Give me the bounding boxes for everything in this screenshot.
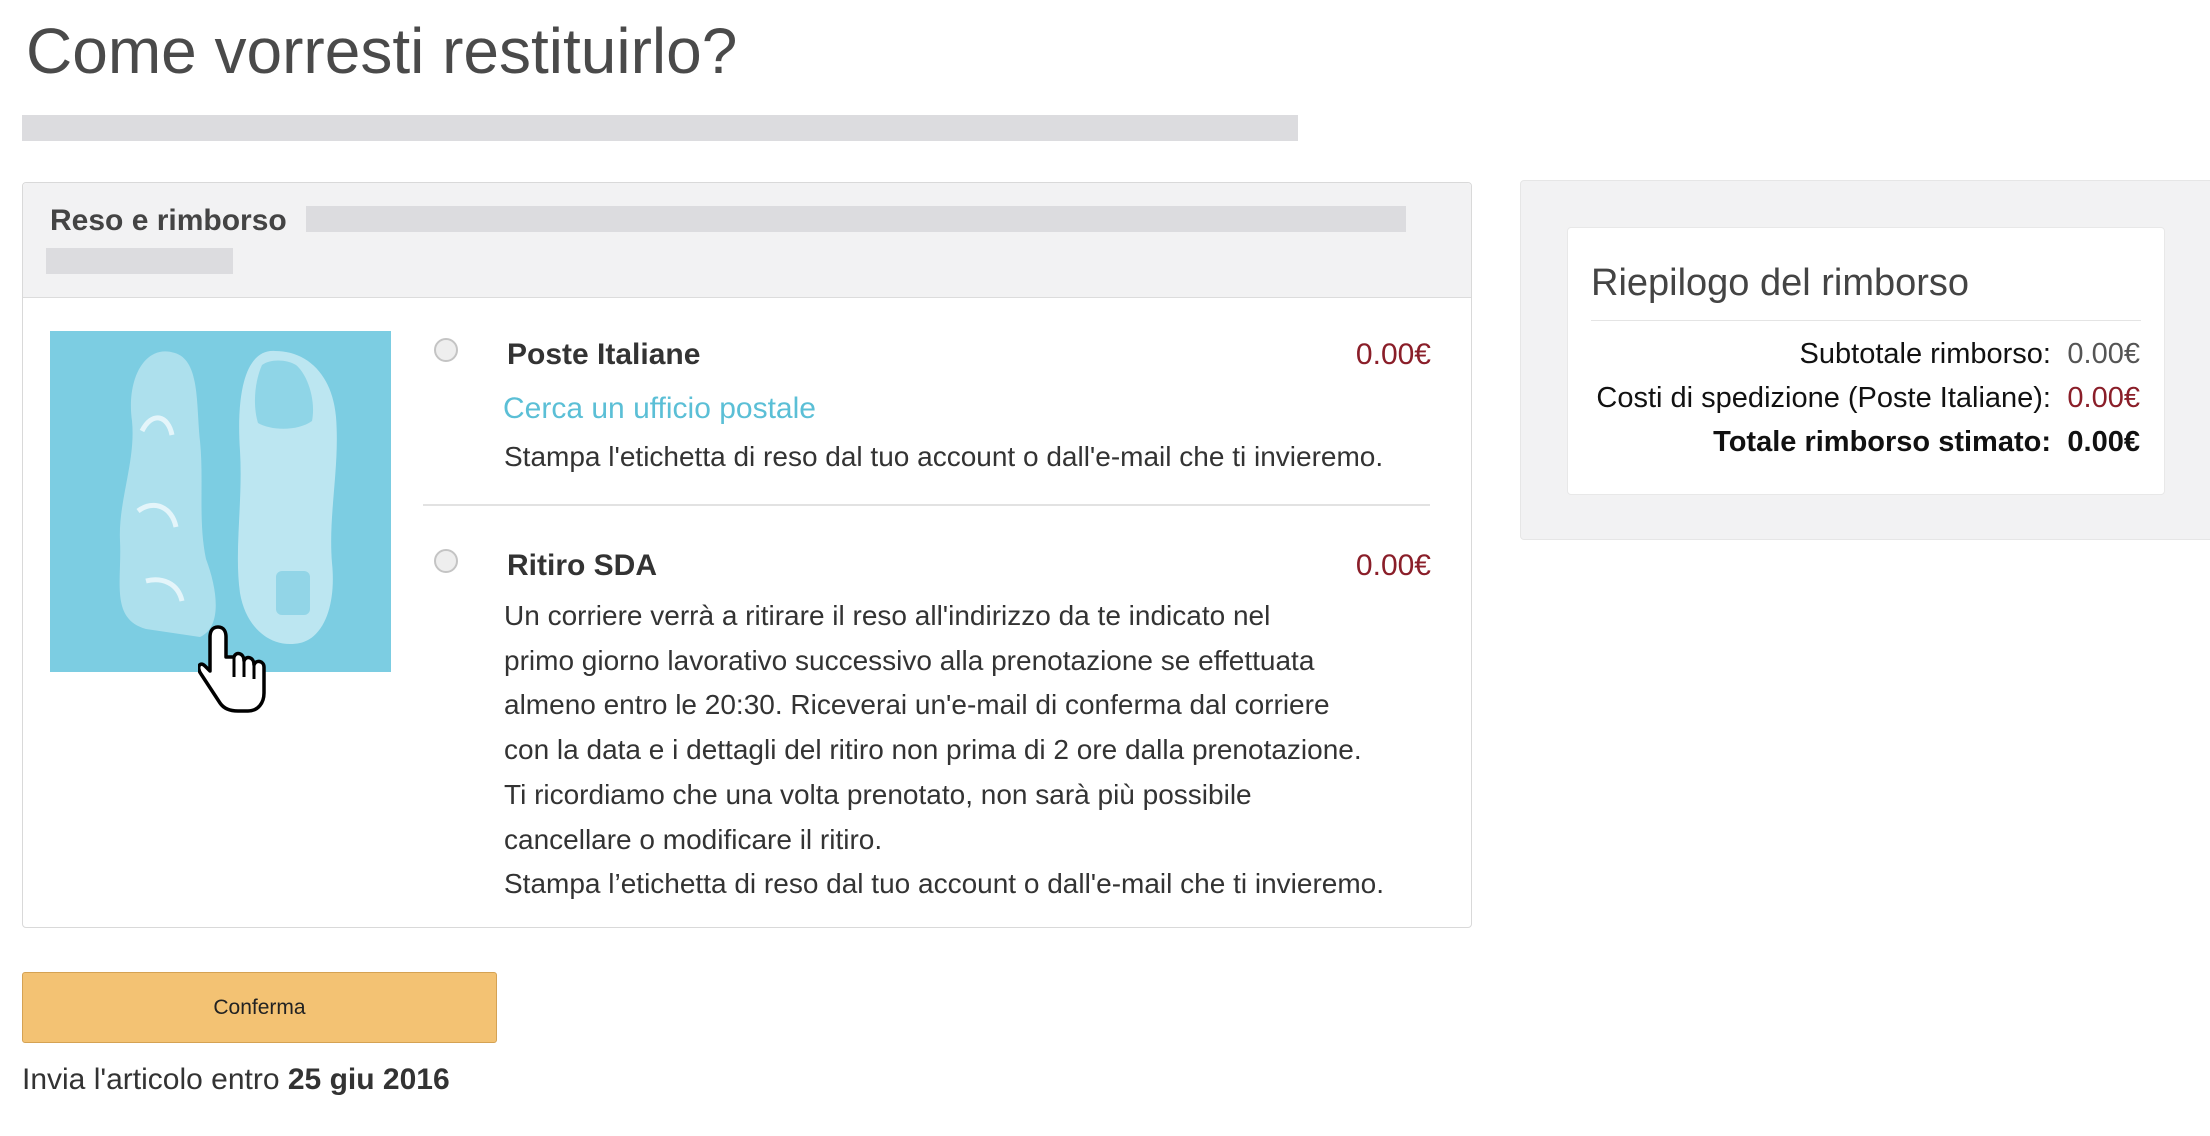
description-line: Stampa l’etichetta di reso dal tuo account o dall'e-mail che ti invieremo. xyxy=(504,868,1385,900)
option-price-poste-italiane: 0.00€ xyxy=(1355,338,1431,371)
radio-ritiro-sda[interactable] xyxy=(434,549,458,573)
ship-by-date: 25 giu 2016 xyxy=(287,1063,450,1096)
ship-by-notice xyxy=(22,1063,450,1097)
return-box-header xyxy=(23,183,1471,298)
option-description-poste-italiane xyxy=(504,435,1383,480)
description-line: Un corriere verrà a ritirare il reso all'indirizzo da te indicato nel xyxy=(504,600,1271,631)
summary-label: Costi di spedizione (Poste Italiane): xyxy=(1596,382,2051,414)
summary-row-subtotal xyxy=(1568,338,2140,378)
refund-summary-card xyxy=(1567,227,2165,495)
description-line: Stampa l'etichetta di reso dal tuo account o dall'e-mail che ti invieremo. xyxy=(504,441,1384,472)
return-box-title: Reso e rimborso xyxy=(50,204,287,237)
summary-value: 0.00€ xyxy=(2067,426,2140,458)
option-name-ritiro-sda: Ritiro SDA xyxy=(507,549,657,582)
ship-by-prefix: Invia l'articolo entro xyxy=(22,1063,280,1096)
description-line: con la data e i dettagli del ritiro non prima di 2 ore dalla prenotazione. xyxy=(504,734,1362,766)
shoes-image xyxy=(50,331,391,672)
summary-label: Subtotale rimborso: xyxy=(1799,338,2051,370)
description-line: Ti ricordiamo che una volta prenotato, non sarà più possibile xyxy=(504,778,1252,810)
description-line: almeno entro le 20:30. Riceverai un'e-mail di conferma dal corriere xyxy=(504,689,1330,721)
summary-row-shipping xyxy=(1568,382,2140,422)
product-image xyxy=(50,331,391,672)
description-line: primo giorno lavorativo successivo alla prenotazione se effettuata xyxy=(504,644,1315,676)
summary-value: 0.00€ xyxy=(2067,338,2140,370)
summary-value: 0.00€ xyxy=(2067,382,2140,414)
redacted-text-bar xyxy=(22,115,1298,141)
refund-summary-panel xyxy=(1520,180,2210,540)
option-description-ritiro-sda xyxy=(504,594,1384,907)
page-title: Come vorresti restituirlo? xyxy=(26,15,738,87)
redacted-text-bar xyxy=(306,206,1406,232)
option-divider xyxy=(423,504,1430,506)
find-post-office-link[interactable]: Cerca un ufficio postale xyxy=(503,392,816,425)
hand-pointer-icon xyxy=(198,623,268,720)
description-line: cancellare o modificare il ritiro. xyxy=(504,823,883,855)
summary-title: Riepilogo del rimborso xyxy=(1591,262,1970,304)
summary-label: Totale rimborso stimato: xyxy=(1713,426,2051,458)
option-name-poste-italiane: Poste Italiane xyxy=(507,338,701,371)
confirm-button[interactable]: Conferma xyxy=(22,972,497,1043)
redacted-text-bar xyxy=(46,248,233,274)
option-price-ritiro-sda: 0.00€ xyxy=(1355,549,1431,582)
summary-divider xyxy=(1591,320,2141,321)
return-options-box xyxy=(22,182,1472,928)
radio-poste-italiane[interactable] xyxy=(434,338,458,362)
summary-row-total xyxy=(1568,426,2140,466)
